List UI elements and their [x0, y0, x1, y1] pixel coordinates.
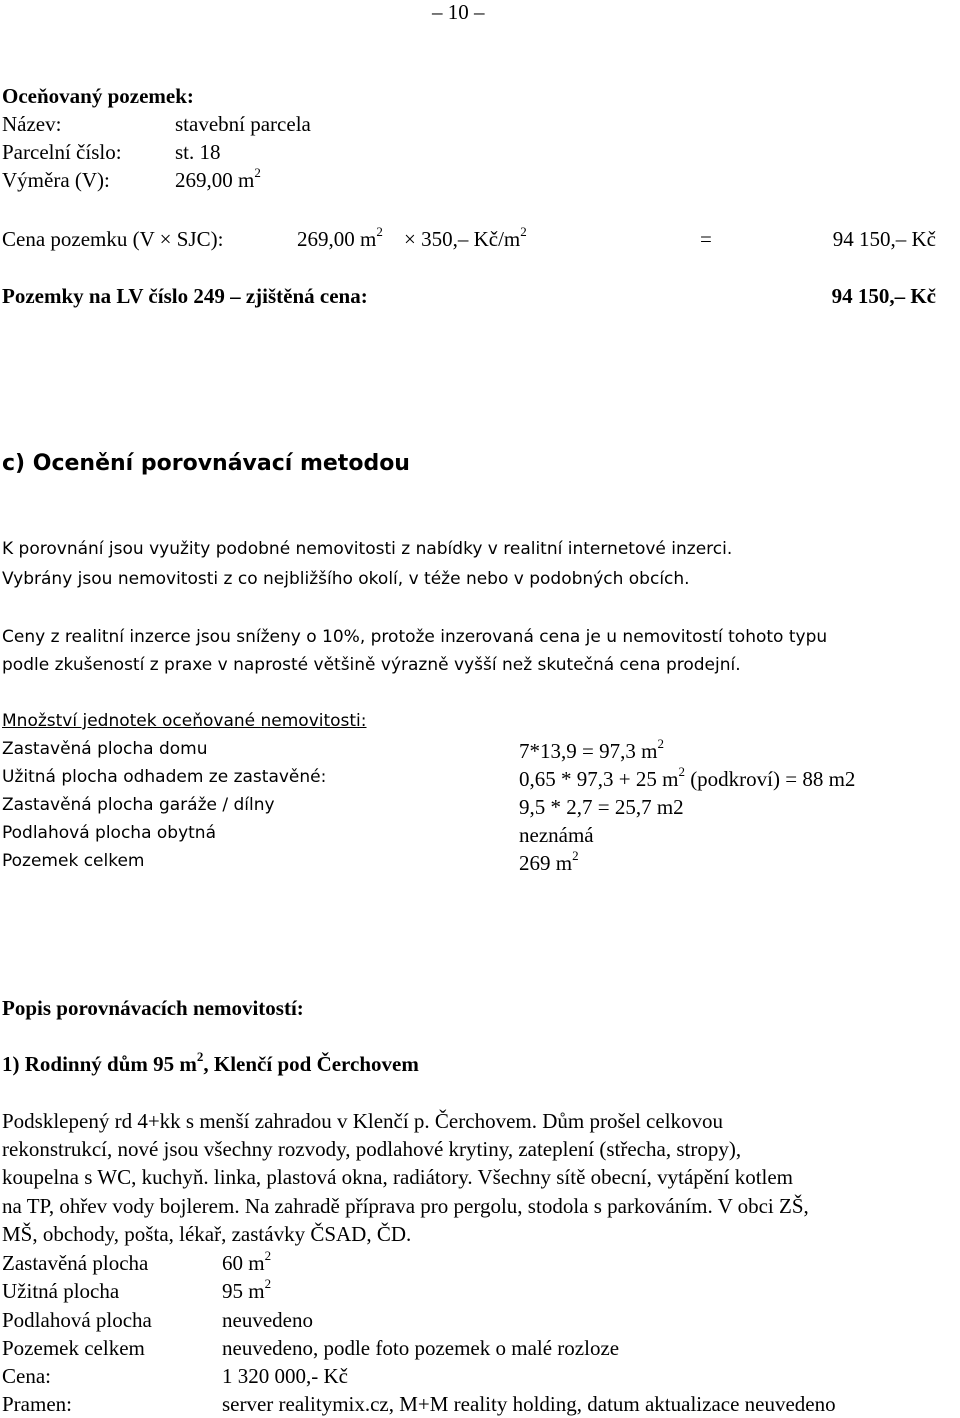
- quantity-label: Užitná plocha odhadem ze zastavěné:: [2, 767, 327, 787]
- comparison-desc-line: MŠ, obchody, pošta, lékař, zastávky ČSAD, ČD.: [2, 1222, 412, 1246]
- detail-label: Užitná plocha: [2, 1279, 120, 1303]
- section-c-p2-line2: podle zkušeností z praxe v naprosté většině výrazně vyšší než skutečná cena prodejní.: [2, 655, 741, 675]
- detail-label: Pozemek celkem: [2, 1336, 145, 1360]
- parcel-price-rate: × 350,– $Kč/m^2$: [404, 224, 527, 251]
- parcel-name-value: stavební parcela: [175, 112, 311, 136]
- page-number: – 10 –: [432, 0, 485, 24]
- detail-value: 1 320 000,- Kč: [222, 1364, 348, 1388]
- detail-value: server realitymix.cz, M+M reality holding, datum aktualizace neuvedeno: [222, 1392, 836, 1416]
- quantity-label: Pozemek celkem: [2, 851, 145, 871]
- parcel-number-value: st. 18: [175, 140, 221, 164]
- detail-label: Zastavěná plocha: [2, 1251, 149, 1275]
- lv-total-value: 94 150,– Kč: [831, 284, 936, 308]
- comparison-desc-line: koupelna s WC, kuchyň. linka, plastová okna, radiátory. Všechny sítě obecní, vytápění kotlem: [2, 1165, 794, 1189]
- quantity-label: Zastavěná plocha domu: [2, 739, 208, 759]
- lv-total-label: Pozemky na LV číslo 249 – zjištěná cena:: [2, 284, 368, 308]
- parcel-name-label: Název:: [2, 112, 62, 136]
- comparison-desc-line: Podsklepený rd 4+kk s menší zahradou v Klenčí p. Čerchovem. Dům prošel celkovou: [2, 1109, 724, 1133]
- parcel-heading: Oceňovaný pozemek:: [2, 84, 194, 108]
- parcel-price-area: 269,00 $m^2$: [297, 224, 383, 251]
- quantity-value: 9,5 * 2,7 = 25,7 m2: [519, 795, 684, 819]
- section-c-p2-line1: Ceny z realitní inzerce jsou sníženy o 10%, protože inzerovaná cena je u nemovitostí tohoto typu: [2, 627, 828, 647]
- quantity-value: 0,65 * 97,3 + 25 $m^2$ (podkroví) = 88 m2: [519, 764, 856, 791]
- parcel-number-label: Parcelní číslo:: [2, 140, 122, 164]
- section-c-heading: c) Ocenění porovnávací metodou: [2, 451, 410, 476]
- comparison-item-title: 1) Rodinný dům 95 $m^2$, Klenčí pod Čerchovem: [2, 1049, 419, 1076]
- quantity-value: 269 $m^2$: [519, 848, 579, 875]
- quantities-heading: Množství jednotek oceňované nemovitosti:: [2, 711, 367, 731]
- quantity-value: neznámá: [519, 823, 594, 847]
- quantity-label: Zastavěná plocha garáže / dílny: [2, 795, 275, 815]
- parcel-price-equals: =: [700, 227, 712, 251]
- detail-label: Podlahová plocha: [2, 1308, 152, 1332]
- detail-value: neuvedeno, podle foto pozemek o malé rozloze: [222, 1336, 620, 1360]
- comparison-desc-line: rekonstrukcí, nové jsou všechny rozvody, podlahové krytiny, zateplení (střecha, stropy),: [2, 1137, 742, 1161]
- detail-value: 60 $m^2$: [222, 1248, 272, 1275]
- detail-value: neuvedeno: [222, 1308, 313, 1332]
- quantity-label: Podlahová plocha obytná: [2, 823, 217, 843]
- parcel-area-value: 269,00 $m^2$: [175, 165, 261, 192]
- parcel-area-label: Výměra (V):: [2, 168, 110, 192]
- detail-label: Pramen:: [2, 1392, 72, 1416]
- detail-value: 95 $m^2$: [222, 1276, 272, 1303]
- comparison-heading: Popis porovnávacích nemovitostí:: [2, 996, 304, 1020]
- comparison-desc-line: na TP, ohřev vody bojlerem. Na zahradě příprava pro pergolu, stodola s parkováním. V obci ZŠ,: [2, 1194, 809, 1218]
- quantity-value: 7*13,9 = 97,3 $m^2$: [519, 736, 664, 763]
- parcel-price-total: 94 150,– Kč: [832, 227, 936, 251]
- section-c-p1-line2: Vybrány jsou nemovitosti z co nejbližšího okolí, v téže nebo v podobných obcích.: [2, 569, 690, 589]
- parcel-price-label: Cena pozemku (V × SJC):: [2, 227, 224, 251]
- detail-label: Cena:: [2, 1364, 51, 1388]
- section-c-p1-line1: K porovnání jsou využity podobné nemovitosti z nabídky v realitní internetové inzerci.: [2, 539, 733, 559]
